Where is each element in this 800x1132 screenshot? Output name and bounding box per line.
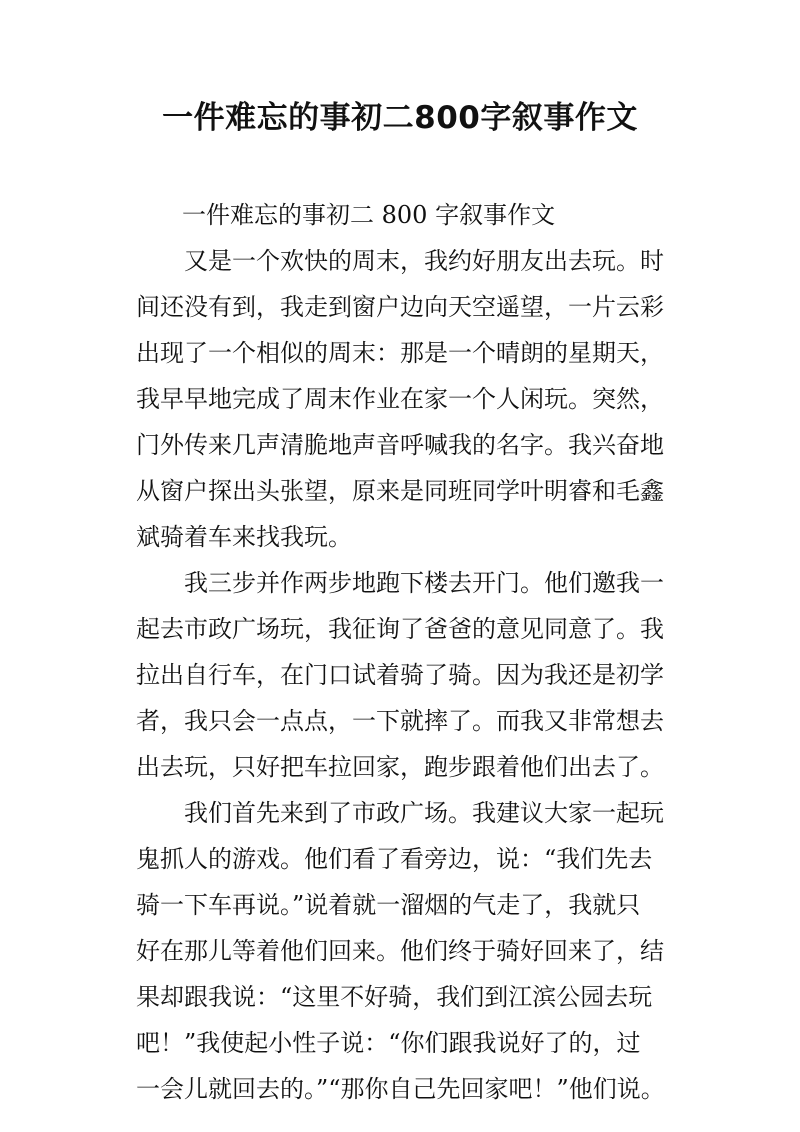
paragraph-line: 斌骑着车来找我玩。 xyxy=(136,523,352,551)
paragraph-1 xyxy=(136,238,688,560)
paragraph-line: 门外传来几声清脆地声音呼喊我的名字。我兴奋地 xyxy=(136,431,664,459)
paragraph-line: 我们首先来到了市政广场。我建议大家一起玩 xyxy=(184,799,664,827)
paragraph-line: 果却跟我说：“这里不好骑，我们到江滨公园去玩 xyxy=(136,983,653,1011)
paragraph-line: 又是一个欢快的周末，我约好朋友出去玩。时 xyxy=(184,247,664,275)
paragraph-line: 一件难忘的事初二 800 字叙事作文 xyxy=(182,201,556,229)
paragraph-line: 起去市政广场玩，我征询了爸爸的意见同意了。我 xyxy=(136,615,664,643)
paragraph-3 xyxy=(136,790,688,1112)
paragraph-line: 好在那儿等着他们回来。他们终于骑好回来了，结 xyxy=(136,937,664,965)
paragraph-line: 者，我只会一点点，一下就摔了。而我又非常想去 xyxy=(136,707,664,735)
paragraph-line: 骑一下车再说。”说着就一溜烟的气走了，我就只 xyxy=(136,891,641,919)
paragraph-2 xyxy=(136,560,688,790)
paragraph-line: 我三步并作两步地跑下楼去开门。他们邀我一 xyxy=(184,569,664,597)
paragraph-line: 出去玩，只好把车拉回家，跑步跟着他们出去了。 xyxy=(136,753,664,781)
paragraph-line: 鬼抓人的游戏。他们看了看旁边，说：“我们先去 xyxy=(136,845,653,873)
paragraph-line: 我早早地完成了周末作业在家一个人闲玩。突然， xyxy=(136,385,664,413)
paragraph-line: 一会儿就回去的。”“那你自己先回家吧！”他们说。 xyxy=(136,1075,665,1103)
document-body xyxy=(136,192,688,1112)
paragraph-line: 从窗户探出头张望，原来是同班同学叶明睿和毛鑫 xyxy=(136,477,664,505)
subtitle-paragraph xyxy=(136,192,688,238)
paragraph-line: 拉出自行车，在门口试着骑了骑。因为我还是初学 xyxy=(136,661,664,689)
document-title: 一件难忘的事初二800字叙事作文 xyxy=(162,100,638,136)
paragraph-line: 吧！”我使起小性子说：“你们跟我说好了的，过 xyxy=(136,1029,641,1057)
paragraph-line: 出现了一个相似的周末：那是一个晴朗的星期天， xyxy=(136,339,664,367)
paragraph-line: 间还没有到，我走到窗户边向天空遥望，一片云彩 xyxy=(136,293,664,321)
